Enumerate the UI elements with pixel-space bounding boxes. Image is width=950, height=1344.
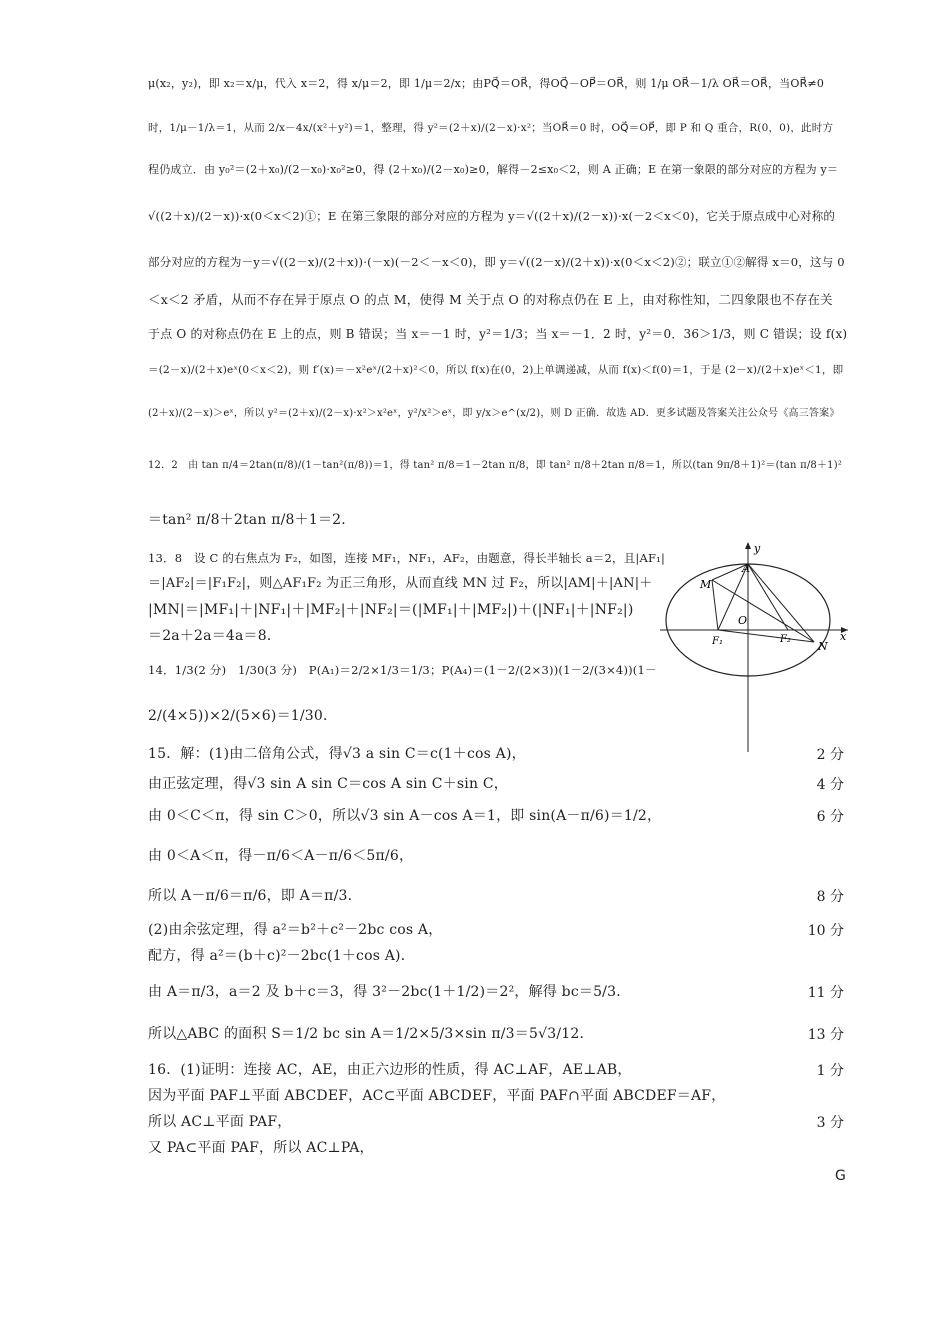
line-MF1 — [712, 580, 718, 630]
answer-16: 16．(1)证明：连接 AC，AE，由正六边形的性质，得 AC⊥AF，AE⊥AB， — [148, 1062, 632, 1078]
corner-mark: G — [835, 1168, 846, 1184]
text-line: ＝tan² π/8＋2tan π/8＋1＝2． — [148, 512, 356, 528]
label-A: A — [742, 562, 750, 575]
text-line: 因为平面 PAF⊥平面 ABCDEF，AC⊂平面 ABCDEF，平面 PAF∩平面 ABCDEF＝AF， — [148, 1088, 726, 1104]
answer-15: 15．解：(1)由二倍角公式，得√3 a sin C＝c(1＋cos A)， — [148, 746, 526, 762]
score-mark: 6 分 — [816, 809, 844, 825]
text-line: ＜x＜2 矛盾，从而不存在异于原点 O 的点 M，使得 M 关于点 O 的对称点仍在 E 上，由对称性知，二四象限也不存在关 — [148, 292, 833, 307]
score-mark: 13 分 — [807, 1027, 844, 1043]
score-mark: 2 分 — [816, 747, 844, 763]
text-line: (2＋x)/(2－x)＞eˣ，所以 y²＝(2＋x)/(2－x)·x²＞x²eˣ，y²/x²＞eˣ，即 y/x＞e^(x/2)，则 D 正确．故选 AD．更多试题及答案关注公众号《高三答案》 — [148, 408, 840, 419]
text-line: 部分对应的方程为－y＝√((2－x)/(2＋x))·(－x)(－2＜－x＜0)，即 y＝√((2－x)/(2＋x))·x(0＜x＜2)②；联立①②解得 x＝0，这与 0 — [148, 255, 845, 269]
score-mark: 3 分 — [816, 1115, 844, 1131]
text-line: 2/(4×5))×2/(5×6)＝1/30． — [148, 708, 338, 724]
label-N: N — [818, 640, 828, 653]
text-line: 所以 A－π/6＝π/6，即 A＝π/3． — [148, 888, 362, 904]
text-line: √((2＋x)/(2－x))·x(0＜x＜2)①；E 在第三象限的部分对应的方程为 y＝√((2＋x)/(2－x))·x(－2＜x＜0)，它关于原点成中心对称的 — [148, 209, 836, 223]
text-line: 由正弦定理，得√3 sin A sin C＝cos A sin C＋sin C， — [148, 776, 508, 792]
ellipse-figure — [660, 538, 850, 758]
text-line: 配方，得 a²＝(b＋c)²－2bc(1＋cos A)． — [148, 948, 415, 964]
answer-13: 13．8 设 C 的右焦点为 F₂，如图，连接 MF₁，NF₁，AF₂，由题意，得长半轴长 a＝2，且|AF₁| — [148, 551, 666, 565]
label-x: x — [840, 630, 847, 643]
text-line: 由 A＝π/3，a＝2 及 b＋c＝3，得 3²－2bc(1＋1/2)＝2²，解得 bc＝5/3． — [148, 984, 631, 1000]
text-line: μ(x₂，y₂)，即 x₂＝x/μ，代入 x＝2，得 x/μ＝2，即 1/μ＝2/x；由PQ⃗＝OR⃗，得OQ⃗－OP⃗＝OR⃗，则 1/μ OR⃗－1/λ OR⃗＝OR⃗，当OR⃗≠0 — [148, 77, 825, 90]
text-line: 由 0＜C＜π，得 sin C＞0，所以√3 sin A－cos A＝1，即 sin(A－π/6)＝1/2， — [148, 808, 662, 824]
text-line: 由 0＜A＜π，得－π/6＜A－π/6＜5π/6， — [148, 848, 414, 864]
text-line: 于点 O 的对称点仍在 E 上的点，则 B 错误；当 x＝－1 时，y²＝1/3；当 x＝－1．2 时，y²＝0．36＞1/3，则 C 错误；设 f(x) — [148, 327, 848, 341]
score-mark: 1 分 — [816, 1063, 844, 1079]
score-mark: 11 分 — [807, 985, 844, 1001]
label-F2: F₂ — [780, 634, 791, 645]
score-mark: 8 分 — [816, 889, 844, 905]
text-line: |MN|＝|MF₁|＋|NF₁|＋|MF₂|＋|NF₂|＝(|MF₁|＋|MF₂|)＋(|NF₁|＋|NF₂|) — [148, 602, 634, 618]
label-O: O — [738, 614, 748, 627]
label-M: M — [700, 578, 712, 591]
text-line: (2)由余弦定理，得 a²＝b²＋c²－2bc cos A， — [148, 922, 443, 938]
score-mark: 4 分 — [816, 777, 844, 793]
text-line: 程仍成立．由 y₀²＝(2＋x₀)/(2－x₀)·x₀²≥0，得 (2＋x₀)/(2－x₀)≥0，解得－2≤x₀＜2，则 A 正确；E 在第一象限的部分对应的方程为 y＝ — [148, 163, 839, 176]
label-F1: F₁ — [712, 636, 723, 647]
score-mark: 10 分 — [807, 923, 844, 939]
text-line: 又 PA⊂平面 PAF，所以 AC⊥PA， — [148, 1140, 374, 1156]
y-arrow — [745, 542, 751, 549]
text-line: ＝|AF₂|＝|F₁F₂|，则△AF₁F₂ 为正三角形，从而直线 MN 过 F₂，所以|AM|＋|AN|＋ — [148, 576, 653, 591]
text-line: 所以△ABC 的面积 S＝1/2 bc sin A＝1/2×5/3×sin π/3＝5√3/12． — [148, 1026, 594, 1042]
answer-14: 14．1/3(2 分) 1/30(3 分) P(A₁)＝2/2×1/3＝1/3；P(A₄)＝(1－2/(2×3))(1－2/(3×4))(1－ — [148, 663, 657, 677]
label-y: y — [754, 542, 761, 555]
text-line: 时，1/μ－1/λ＝1，从而 2/x－4x/(x²＋y²)＝1，整理，得 y²＝(2＋x)/(2－x)·x²；当OR⃗＝0 时，OQ⃗＝OP⃗，即 P 和 Q 重合，R(0，0)，此时方 — [148, 122, 834, 134]
text-line: 所以 AC⊥平面 PAF， — [148, 1114, 292, 1130]
line-NF1 — [718, 630, 814, 642]
text-line: ＝2a＋2a＝4a＝8． — [148, 628, 282, 644]
text-line: ＝(2－x)/(2＋x)eˣ(0＜x＜2)，则 f′(x)＝－x²eˣ/(2＋x)²＜0，所以 f(x)在(0，2)上单调递减，从而 f(x)＜f(0)＝1，于是 (2－x)/(2＋x)eˣ＜1，即 — [148, 364, 844, 376]
answer-12: 12．2 由 tan π/4＝2tan(π/8)/(1－tan²(π/8))＝1，得 tan² π/8＝1－2tan π/8，即 tan² π/8＋2tan π/8＝1，所以(tan 9π/8＋1)²＝(tan π/8＋1)² — [148, 460, 843, 471]
